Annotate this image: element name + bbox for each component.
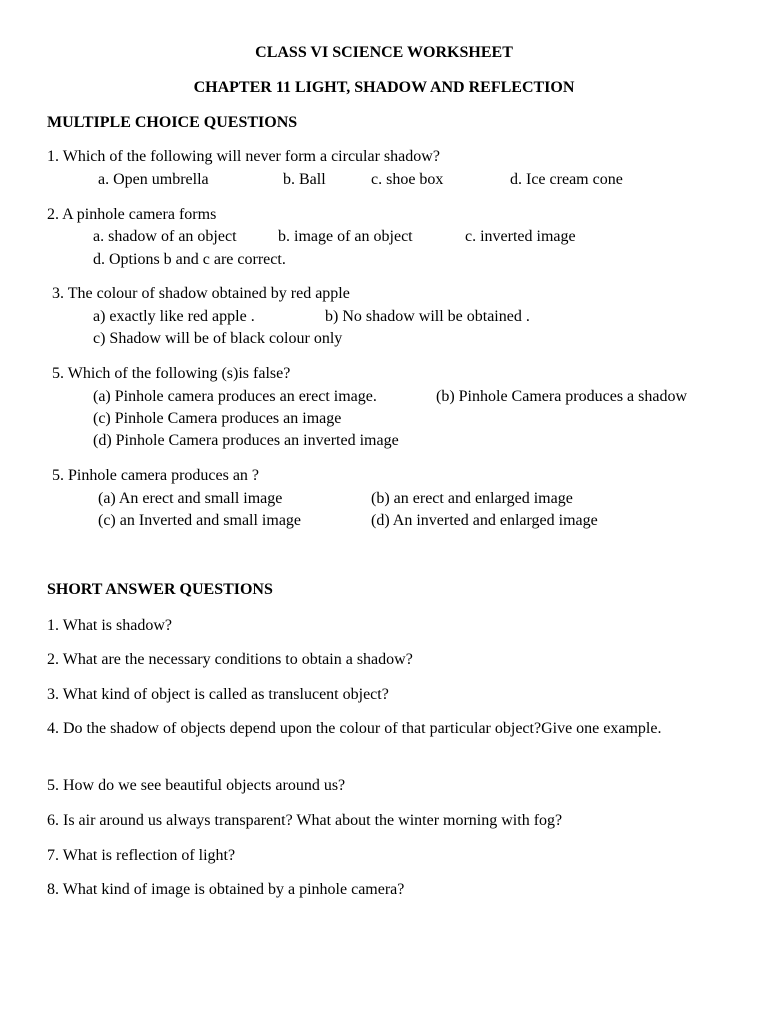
- mcq-4-option-d: (d) Pinhole Camera produces an inverted image: [93, 432, 399, 449]
- saq-question-8: 8. What kind of image is obtained by a pinhole camera?: [47, 881, 405, 898]
- mcq-5-option-c: (c) an Inverted and small image: [98, 512, 302, 529]
- saq-heading: SHORT ANSWER QUESTIONS: [47, 581, 273, 598]
- saq-question-5: 5. How do we see beautiful objects around us?: [47, 777, 346, 794]
- mcq-4-option-b: (b) Pinhole Camera produces a shadow: [436, 388, 688, 405]
- mcq-heading: MULTIPLE CHOICE QUESTIONS: [47, 114, 298, 131]
- saq-question-7: 7. What is reflection of light?: [47, 847, 236, 864]
- saq-question-2: 2. What are the necessary conditions to obtain a shadow?: [47, 651, 413, 668]
- saq-question-3: 3. What kind of object is called as translucent object?: [47, 686, 389, 703]
- chapter-title: CHAPTER 11 LIGHT, SHADOW AND REFLECTION: [193, 79, 575, 96]
- saq-question-1: 1. What is shadow?: [47, 617, 173, 634]
- mcq-question-2: 2. A pinhole camera forms: [47, 206, 217, 223]
- worksheet-title: CLASS VI SCIENCE WORKSHEET: [255, 44, 513, 61]
- saq-question-6: 6. Is air around us always transparent? What about the winter morning with fog?: [47, 812, 563, 829]
- mcq-question-1: 1. Which of the following will never form a circular shadow?: [47, 148, 440, 165]
- mcq-3-option-b: b) No shadow will be obtained .: [325, 308, 530, 325]
- mcq-question-5: 5. Pinhole camera produces an ?: [52, 467, 260, 484]
- mcq-4-option-c: (c) Pinhole Camera produces an image: [93, 410, 342, 427]
- mcq-2-option-c: c. inverted image: [465, 228, 576, 245]
- mcq-1-option-b: b. Ball: [283, 171, 326, 188]
- mcq-2-option-b: b. image of an object: [278, 228, 413, 245]
- mcq-3-option-c: c) Shadow will be of black colour only: [93, 330, 343, 347]
- mcq-5-option-d: (d) An inverted and enlarged image: [371, 512, 598, 529]
- mcq-5-option-b: (b) an erect and enlarged image: [371, 490, 573, 507]
- mcq-1-option-a: a. Open umbrella: [98, 171, 209, 188]
- mcq-question-3: 3. The colour of shadow obtained by red apple: [52, 285, 350, 302]
- mcq-5-option-a: (a) An erect and small image: [98, 490, 283, 507]
- mcq-2-option-d: d. Options b and c are correct.: [93, 251, 286, 268]
- mcq-1-option-d: d. Ice cream cone: [510, 171, 623, 188]
- mcq-1-option-c: c. shoe box: [371, 171, 444, 188]
- mcq-3-option-a: a) exactly like red apple .: [93, 308, 255, 325]
- mcq-question-4: 5. Which of the following (s)is false?: [52, 365, 291, 382]
- saq-question-4: 4. Do the shadow of objects depend upon the colour of that particular object?Give one example.: [47, 720, 662, 737]
- mcq-4-option-a: (a) Pinhole camera produces an erect image.: [93, 388, 377, 405]
- mcq-2-option-a: a. shadow of an object: [93, 228, 237, 245]
